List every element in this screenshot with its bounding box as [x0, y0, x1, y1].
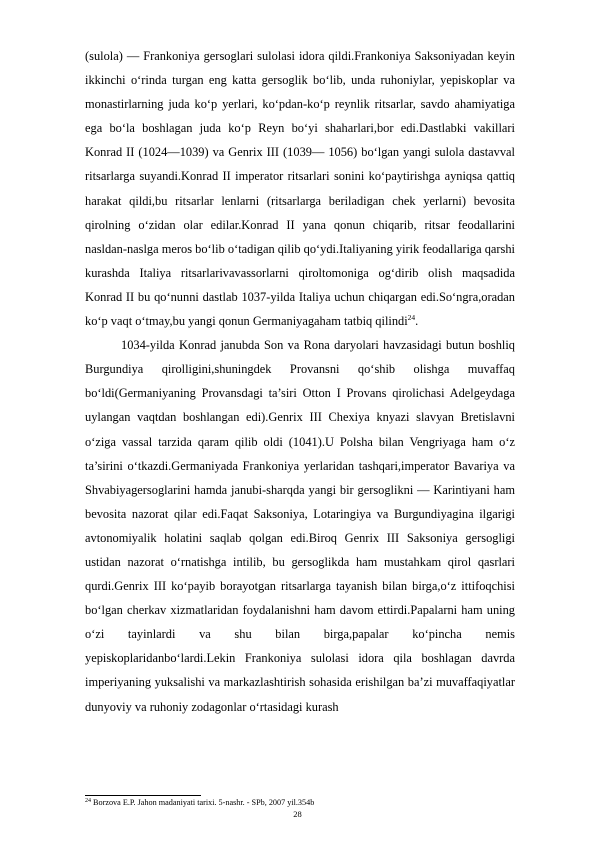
paragraph-2-text: 1034-yilda Konrad janubda Son va Rona daryolari havzasidagi butun boshliq Burgundiya qirolligini,shuningdek Provansni qo‘shib olishga muvaffaq bo‘ldi(Germaniyaning Provansdagi ta’siri Otton I Provans qirolichasi Adelgeydaga uylangan vaqtdan boshlangan edi).Genrix III Chexiya knyazi slavyan Bretislavni o‘ziga vassal tarzida qaram qilib oldi (1041).U Polsha bilan Vengriyaga ham o‘z ta’sirini o‘tkazdi.Germaniyada Frankoniya yerlaridan tashqari,imperator Bavariya va Shvabiyagersoglarini hamda janubi-sharqda yangi bir gersoglikni — Karintiyani ham bevosita nazorat qilar edi.Faqat Saksoniya, Lotaringiya va Burgundiyagina ilgarigi avtonomiyalik holatini saqlab qolgan edi.Biroq Genrix III Saksoniya gersogligi ustidan nazorat o‘rnatishga intilib, bu gersoglikda ham mustahkam qirol qasrlari qurdi.Genrix III ko‘payib borayotgan ritsarlarga tayanish bilan birga,o‘z ittifoqchisi bo‘lgan cherkav xizmatlaridan foydalanishni ham davom ettirdi.Papalarni ham uning o‘zi tayinlardi va shu bilan birga,papalar ko‘pincha nemis yepiskoplaridanbo‘lardi.Lekin Frankoniya sulolasi idora qila boshlagan davrda imperiyaning yuksalishi va markazlashtirish sohasida erishilgan ba’zi muvaffaqiyatlar dunyoviy va ruhoniy zodagonlar o‘rtasidagi kurash: [85, 338, 515, 714]
paragraph-1-end: .: [415, 314, 419, 329]
footnote: [85, 798, 515, 808]
paragraph-2: [85, 333, 515, 719]
paragraph-1: [85, 44, 515, 333]
footnote-number: 24: [85, 798, 91, 804]
page-number: 28: [293, 809, 302, 819]
footnote-reference[interactable]: 24: [407, 313, 416, 323]
paragraph-1-text: (sulola) — Frankoniya gersoglari sulolasi idora qildi.Frankoniya Saksoniyadan keyin ikkinchi o‘rinda turgan eng katta gersoglik bo‘lib, unda ruhoniylar, yepiskoplar va monastirlarning juda ko‘p yerlari, ko‘pdan-ko‘p reynlik ritsarlar, savdo ahamiyatiga ega bo‘la boshlagan juda ko‘p Reyn bo‘yi shaharlari,bor edi.Dastlabki vakillari Konrad II (1024—1039) va Genrix III (1039— 1056) bo‘lgan yangi sulola dastavval ritsarlarga suyandi.Konrad II imperator ritsarlari sonini ko‘paytirishga ayniqsa qattiq harakat qildi,bu ritsarlar lenlarni (ritsarlarga beriladigan chek yerlarni) bevosita qirolning o‘zidan olar edilar.Konrad II yana qonun chiqarib, ritsar feodallarini nasldan-naslga meros bo‘lib o‘tadigan qilib qo‘ydi.Italiyaning yirik feodallariga qarshi kurashda Italiya ritsarlarivavassorlarni qiroltomoniga og‘dirib olish maqsadida Konrad II bu qo‘nunni dastlab 1037-yilda Italiya uchun chiqargan edi.So‘ngra,oradan ko‘p vaqt o‘tmay,bu yangi qonun Germaniyagaham tatbiq qilindi: [85, 49, 515, 329]
footnote-text: Borzova E.P. Jahon madaniyati tarixi. 5-nashr. - SPb, 2007 yil.354b: [91, 798, 315, 807]
page-body: [85, 44, 515, 719]
footnote-divider: [85, 795, 201, 796]
